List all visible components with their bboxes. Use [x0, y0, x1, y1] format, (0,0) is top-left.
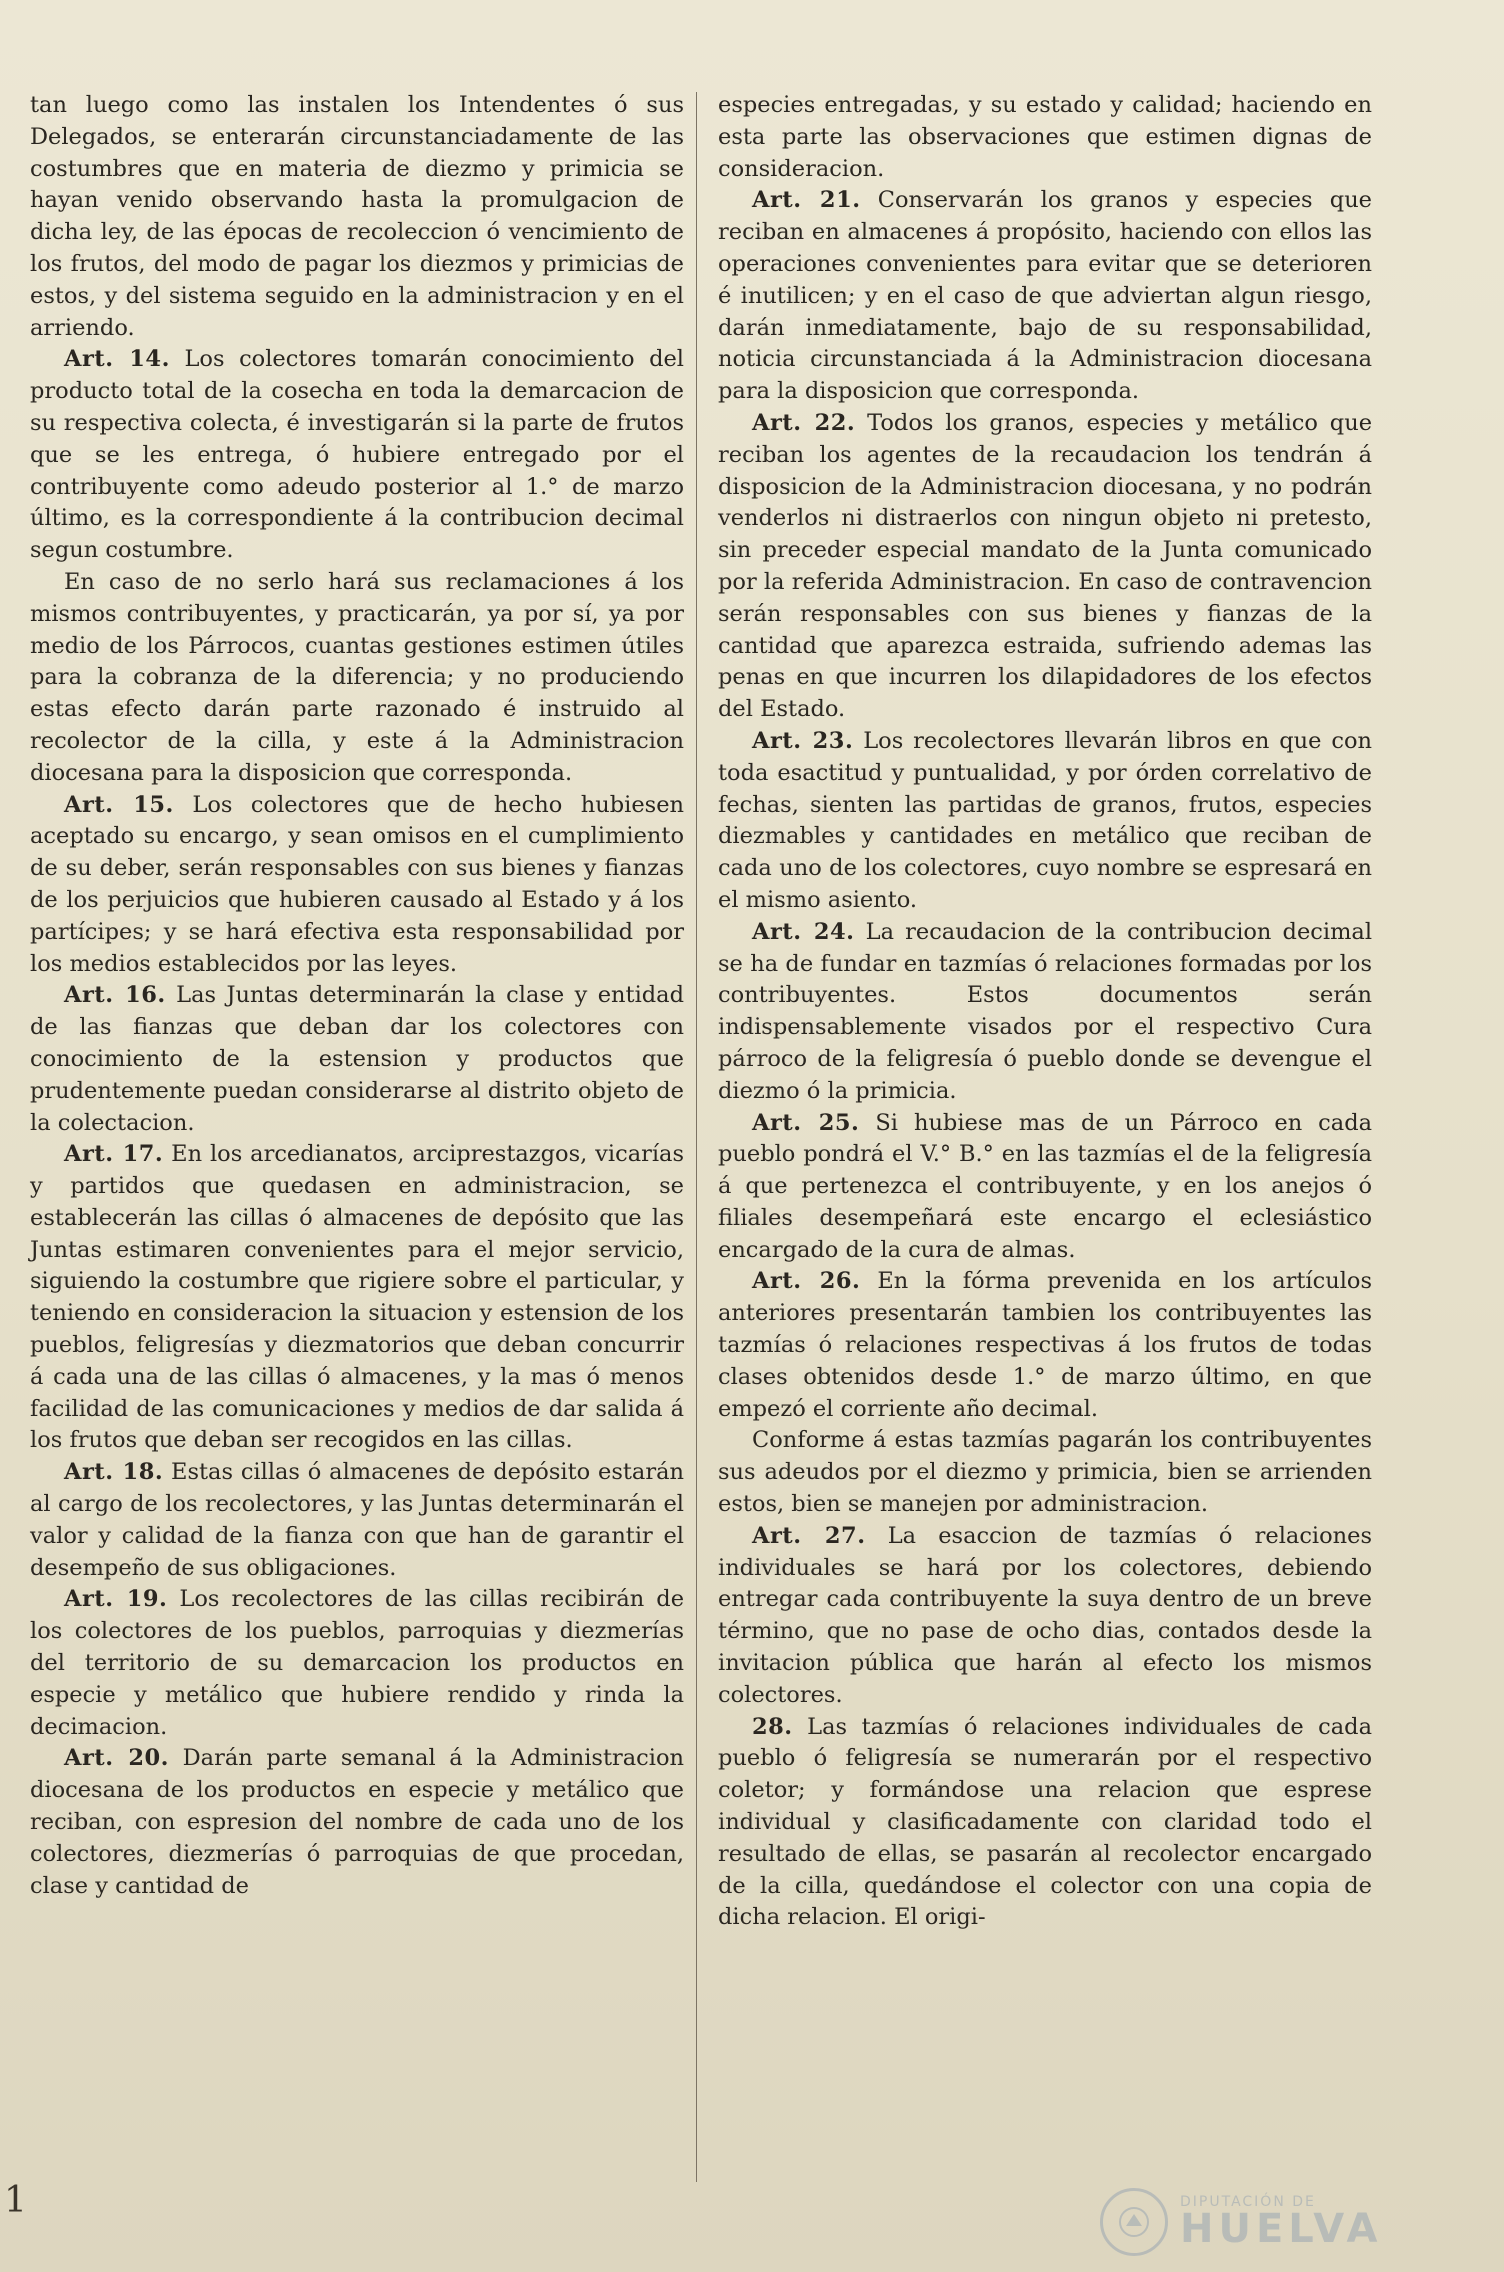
article-paragraph	[718, 726, 1372, 917]
article-number: Art. 14.	[64, 346, 170, 373]
article-paragraph	[30, 1457, 684, 1584]
article-paragraph	[718, 1425, 1372, 1520]
article-text: Darán parte semanal á la Administracion diocesana de los productos en especie y metálico que reciban, con espresion del nombre de cada uno de los colectores, diezmerías ó parroquias de que procedan, clase y cantidad de	[30, 1745, 685, 1899]
article-text: Estas cillas ó almacenes de depósito estarán al cargo de los recolectores, y las Juntas determinarán el valor y calidad de la fianza con que han de garantir el desempeño de sus obligaciones.	[30, 1459, 684, 1581]
article-paragraph	[30, 90, 684, 344]
watermark-big: HUELVA	[1180, 2206, 1383, 2252]
article-paragraph	[718, 917, 1372, 1108]
article-paragraph	[718, 185, 1372, 408]
article-number: Art. 24.	[752, 918, 855, 945]
article-number: 28.	[752, 1713, 793, 1740]
article-paragraph	[30, 1584, 684, 1743]
watermark-text	[1180, 2194, 1383, 2252]
left-column	[30, 90, 684, 1902]
article-paragraph	[30, 567, 684, 790]
article-text: Las tazmías ó relaciones individuales de cada pueblo ó feligresía se numerarán por el respectivo coletor; y formándose una relacion que esprese individual y clasificadamente con claridad todo el resultado de ellas, se pasarán al recolector encargado de la cilla, quedándose el colector con una copia de dicha relacion. El origi-	[718, 1713, 1372, 1931]
article-number: Art. 17.	[64, 1141, 164, 1168]
article-paragraph	[718, 1266, 1372, 1425]
article-text: Conforme á estas tazmías pagarán los contribuyentes sus adeudos por el diezmo y primicia, bien se arrienden estos, bien se manejen por administracion.	[718, 1427, 1372, 1518]
article-paragraph	[718, 408, 1372, 726]
article-number: Art. 27.	[752, 1522, 866, 1549]
article-paragraph	[718, 90, 1372, 185]
article-text: Conservarán los granos y especies que reciban en almacenes á propósito, haciendo con ellos las operaciones convenientes para evitar que se deterioren é inutilicen; y en el caso de que adviertan algun riesgo, darán inmediatamente, bajo de su responsabilidad, noticia circunstanciada á la Administracion diocesana para la disposicion que corresponda.	[718, 187, 1373, 405]
seal-icon	[1100, 2188, 1168, 2256]
right-column	[718, 90, 1372, 1934]
article-text: Los colectores tomarán conocimiento del producto total de la cosecha en toda la demarcacion de su respectiva colecta, é investigarán si la parte de frutos que se les entrega, ó hubiere entregado por el contribuyente como adeudo posterior al 1.° de marzo último, es la correspondiente á la contribucion decimal segun costumbre.	[30, 346, 685, 564]
article-text: Los colectores que de hecho hubiesen aceptado su encargo, y sean omisos en el cumplimiento de su deber, serán responsables con sus bienes y fianzas de los perjuicios que hubieren causado al Estado y á los partícipes; y se hará efectiva esta responsabilidad por los medios establecidos por las leyes.	[30, 791, 685, 977]
margin-mark: 1	[4, 2180, 27, 2221]
article-text: En la fórma prevenida en los artículos anteriores presentarán tambien los contribuyentes las tazmías ó relaciones respectivas á los frutos de todas clases obtenidos desde 1.° de marzo último, en que empezó el corriente año decimal.	[718, 1268, 1372, 1422]
article-number: Art. 23.	[752, 727, 854, 754]
article-number: Art. 20.	[64, 1745, 169, 1772]
article-number: Art. 21.	[752, 187, 861, 214]
article-paragraph	[718, 1521, 1372, 1712]
article-number: Art. 26.	[752, 1268, 861, 1295]
column-divider	[696, 92, 697, 2182]
article-paragraph	[30, 344, 684, 567]
article-number: Art. 25.	[752, 1109, 860, 1136]
article-text: Las Juntas determinarán la clase y entidad de las fianzas que deban dar los colectores con conocimiento de la estension y productos que prudentemente puedan considerarse al distrito objeto de la colectacion.	[30, 982, 684, 1136]
article-text: La recaudacion de la contribucion decimal se ha de fundar en tazmías ó relaciones formadas por los contribuyentes. Estos documentos serán indispensablemente visados por el respectivo Cura párroco de la feligresía ó pueblo donde se devengue el diezmo ó la primicia.	[718, 918, 1373, 1104]
article-number: Art. 22.	[752, 409, 856, 436]
watermark-small: DIPUTACIÓN DE	[1180, 2194, 1316, 2210]
article-text: Si hubiese mas de un Párroco en cada pueblo pondrá el V.° B.° en las tazmías el de la feligresía á que pertenezca el contribuyente, y en los anejos ó filiales desempeñará este encargo el eclesiástico encargado de la cura de almas.	[718, 1109, 1373, 1263]
article-text: La esaccion de tazmías ó relaciones individuales se hará por los colectores, debiendo entregar cada contribuyente la suya dentro de un breve término, que no pase de ocho dias, contados desde la invitacion pública que harán al efecto los mismos colectores.	[718, 1522, 1373, 1708]
article-paragraph	[30, 980, 684, 1139]
archive-watermark	[1100, 2182, 1470, 2262]
article-text: En caso de no serlo hará sus reclamaciones á los mismos contribuyentes, y practicarán, ya por sí, ya por medio de los Párrocos, cuantas gestiones estimen útiles para la cobranza de la diferencia; y no produciendo estas efecto darán parte razonado é instruido al recolector de la cilla, y este á la Administracion diocesana para la disposicion que corresponda.	[30, 568, 684, 786]
article-paragraph	[718, 1108, 1372, 1267]
article-paragraph	[718, 1712, 1372, 1935]
article-number: Art. 19.	[64, 1586, 168, 1613]
article-paragraph	[30, 1139, 684, 1457]
article-text: especies entregadas, y su estado y calidad; haciendo en esta parte las observaciones que estimen dignas de consideracion.	[718, 92, 1372, 182]
article-paragraph	[30, 790, 684, 981]
article-text: tan luego como las instalen los Intendentes ó sus Delegados, se enterarán circunstanciadamente de las costumbres que en materia de diezmo y primicia se hayan venido observando hasta la promulgacion de dicha ley, de las épocas de recoleccion ó vencimiento de los frutos, del modo de pagar los diezmos y primicias de estos, y del sistema seguido en la administracion y en el arriendo.	[30, 92, 684, 341]
article-number: Art. 15.	[64, 791, 174, 818]
article-text: En los arcedianatos, arciprestazgos, vicarías y partidos que quedasen en administracion, se establecerán las cillas ó almacenes de depósito que las Juntas estimaren convenientes para el mejor servicio, siguiendo la costumbre que rigiere sobre el particular, y teniendo en consideracion la situacion y estension de los pueblos, feligresías y diezmatorios que deban concurrir á cada una de las cillas ó almacenes, y la mas ó menos facilidad de las comunicaciones y medios de dar salida á los frutos que deban ser recogidos en las cillas.	[30, 1141, 685, 1454]
article-number: Art. 16.	[64, 982, 166, 1009]
article-text: Los recolectores de las cillas recibirán de los colectores de los pueblos, parroquias y diezmerías del territorio de su demarcacion los productos en especie y metálico que hubiere rendido y rinda la decimacion.	[30, 1586, 685, 1740]
article-number: Art. 18.	[64, 1459, 164, 1486]
article-text: Los recolectores llevarán libros en que con toda esactitud y puntualidad, y por órden correlativo de fechas, sienten las partidas de granos, frutos, especies diezmables y cantidades en metálico que reciban de cada uno de los colectores, cuyo nombre se espresará en el mismo asiento.	[718, 727, 1373, 913]
article-text: Todos los granos, especies y metálico que reciban los agentes de la recaudacion los tendrán á disposicion de la Administracion diocesana, y no podrán venderlos ni distraerlos con ningun objeto ni pretesto, sin preceder especial mandato de la Junta comunicado por la referida Administracion. En caso de contravencion serán responsables con sus bienes y fianzas de la cantidad que aparezca estraida, sufriendo ademas las penas en que incurren los dilapidadores de los efectos del Estado.	[718, 409, 1373, 723]
article-paragraph	[30, 1743, 684, 1902]
